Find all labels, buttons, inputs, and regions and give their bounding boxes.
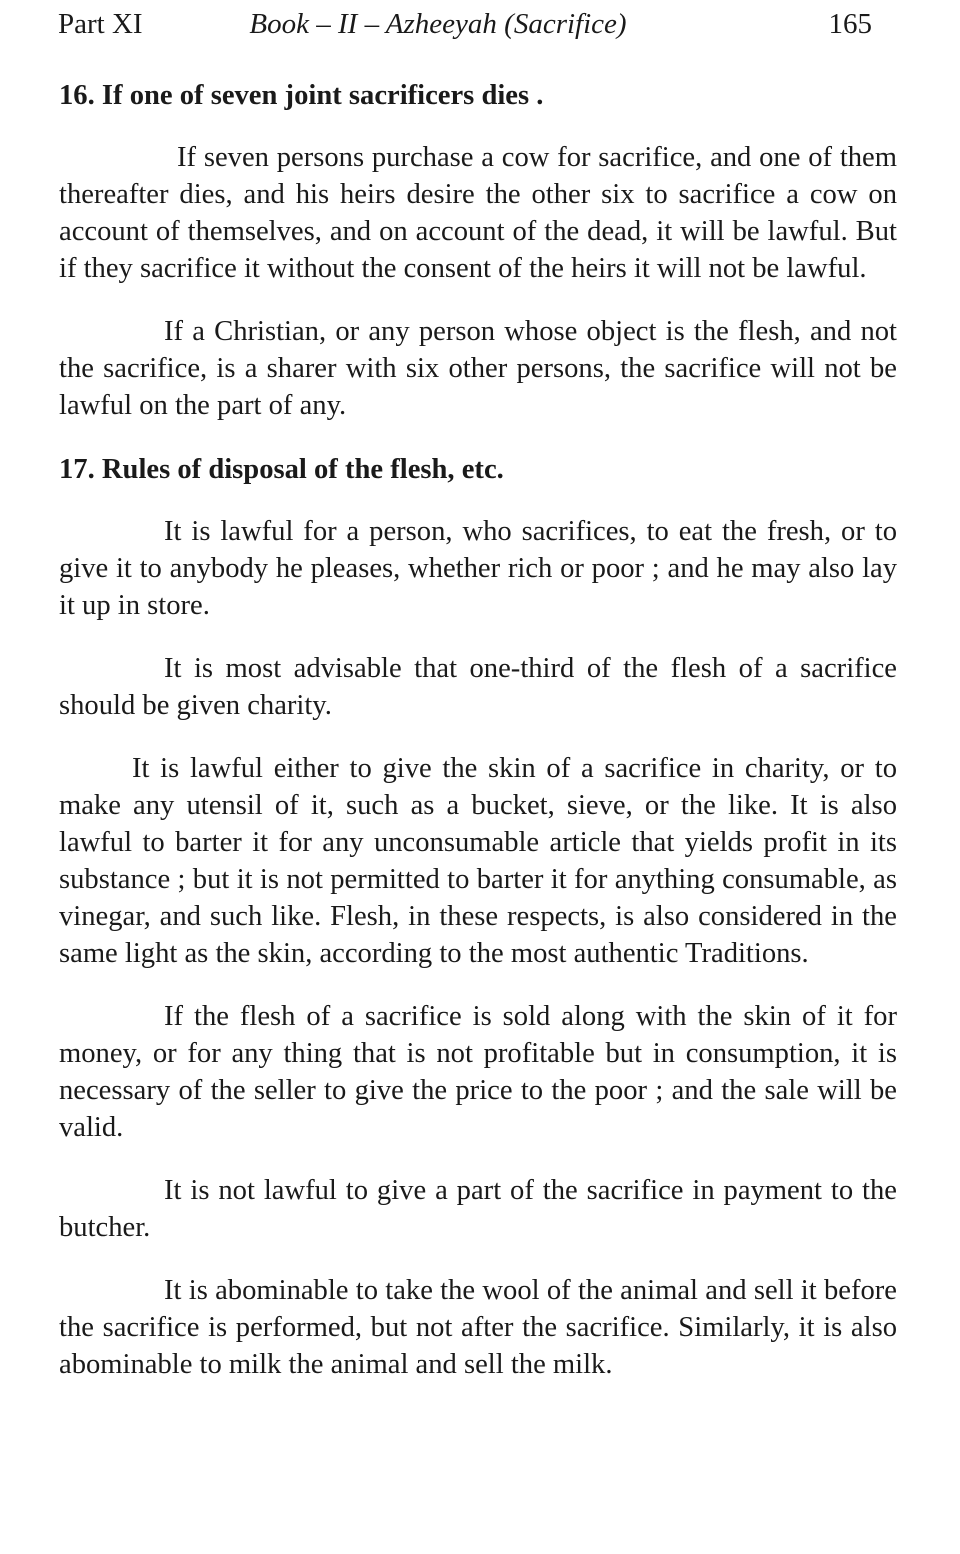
paragraph: If a Christian, or any person whose object is the flesh, and not the sacrifice, is a sharer with six other persons, the sacrifice will not be lawful on the part of any. xyxy=(59,316,897,421)
paragraph: It is lawful either to give the skin of a sacrifice in charity, or to make any utensil of it, such as a bucket, sieve, or the like. It is also lawful to barter it for any unconsumable article that yields profit in its substance ; but it is not permitted to barter it for anything consumable, as vinegar, and such like. Flesh, in these respects, is also considered in the same light as the skin, according to the most authentic Traditions. xyxy=(59,753,897,969)
part-label: Part XI xyxy=(58,8,143,40)
page-header xyxy=(58,4,898,44)
page-body xyxy=(59,76,897,1409)
page-number: 165 xyxy=(828,8,872,40)
paragraph: It is abominable to take the wool of the animal and sell it before the sacrifice is performed, but not after the sacrifice. Similarly, it is also abominable to milk the animal and sell the milk. xyxy=(59,1275,897,1380)
paragraph: It is not lawful to give a part of the sacrifice in payment to the butcher. xyxy=(59,1175,897,1243)
section-heading: 16. If one of seven joint sacrificers dies . xyxy=(59,80,544,111)
section-heading: 17. Rules of disposal of the flesh, etc. xyxy=(59,454,504,485)
paragraph: If the flesh of a sacrifice is sold along with the skin of it for money, or for any thing that is not profitable but in consumption, it is necessary of the seller to give the price to the poor ; and the sale will be valid. xyxy=(59,1001,897,1143)
paragraph: It is lawful for a person, who sacrifices, to eat the fresh, or to give it to anybody he pleases, whether rich or poor ; and he may also lay it up in store. xyxy=(59,516,897,621)
paragraph: It is most advisable that one-third of the flesh of a sacrifice should be given charity. xyxy=(59,653,897,721)
paragraph: If seven persons purchase a cow for sacrifice, and one of them thereafter dies, and his heirs desire the other six to sacrifice a cow on account of themselves, and on account of the dead, it will be lawful. But if they sacrifice it without the consent of the heirs it will not be lawful. xyxy=(59,142,897,284)
book-title: Book – II – Azheeyah (Sacrifice) xyxy=(249,8,627,40)
